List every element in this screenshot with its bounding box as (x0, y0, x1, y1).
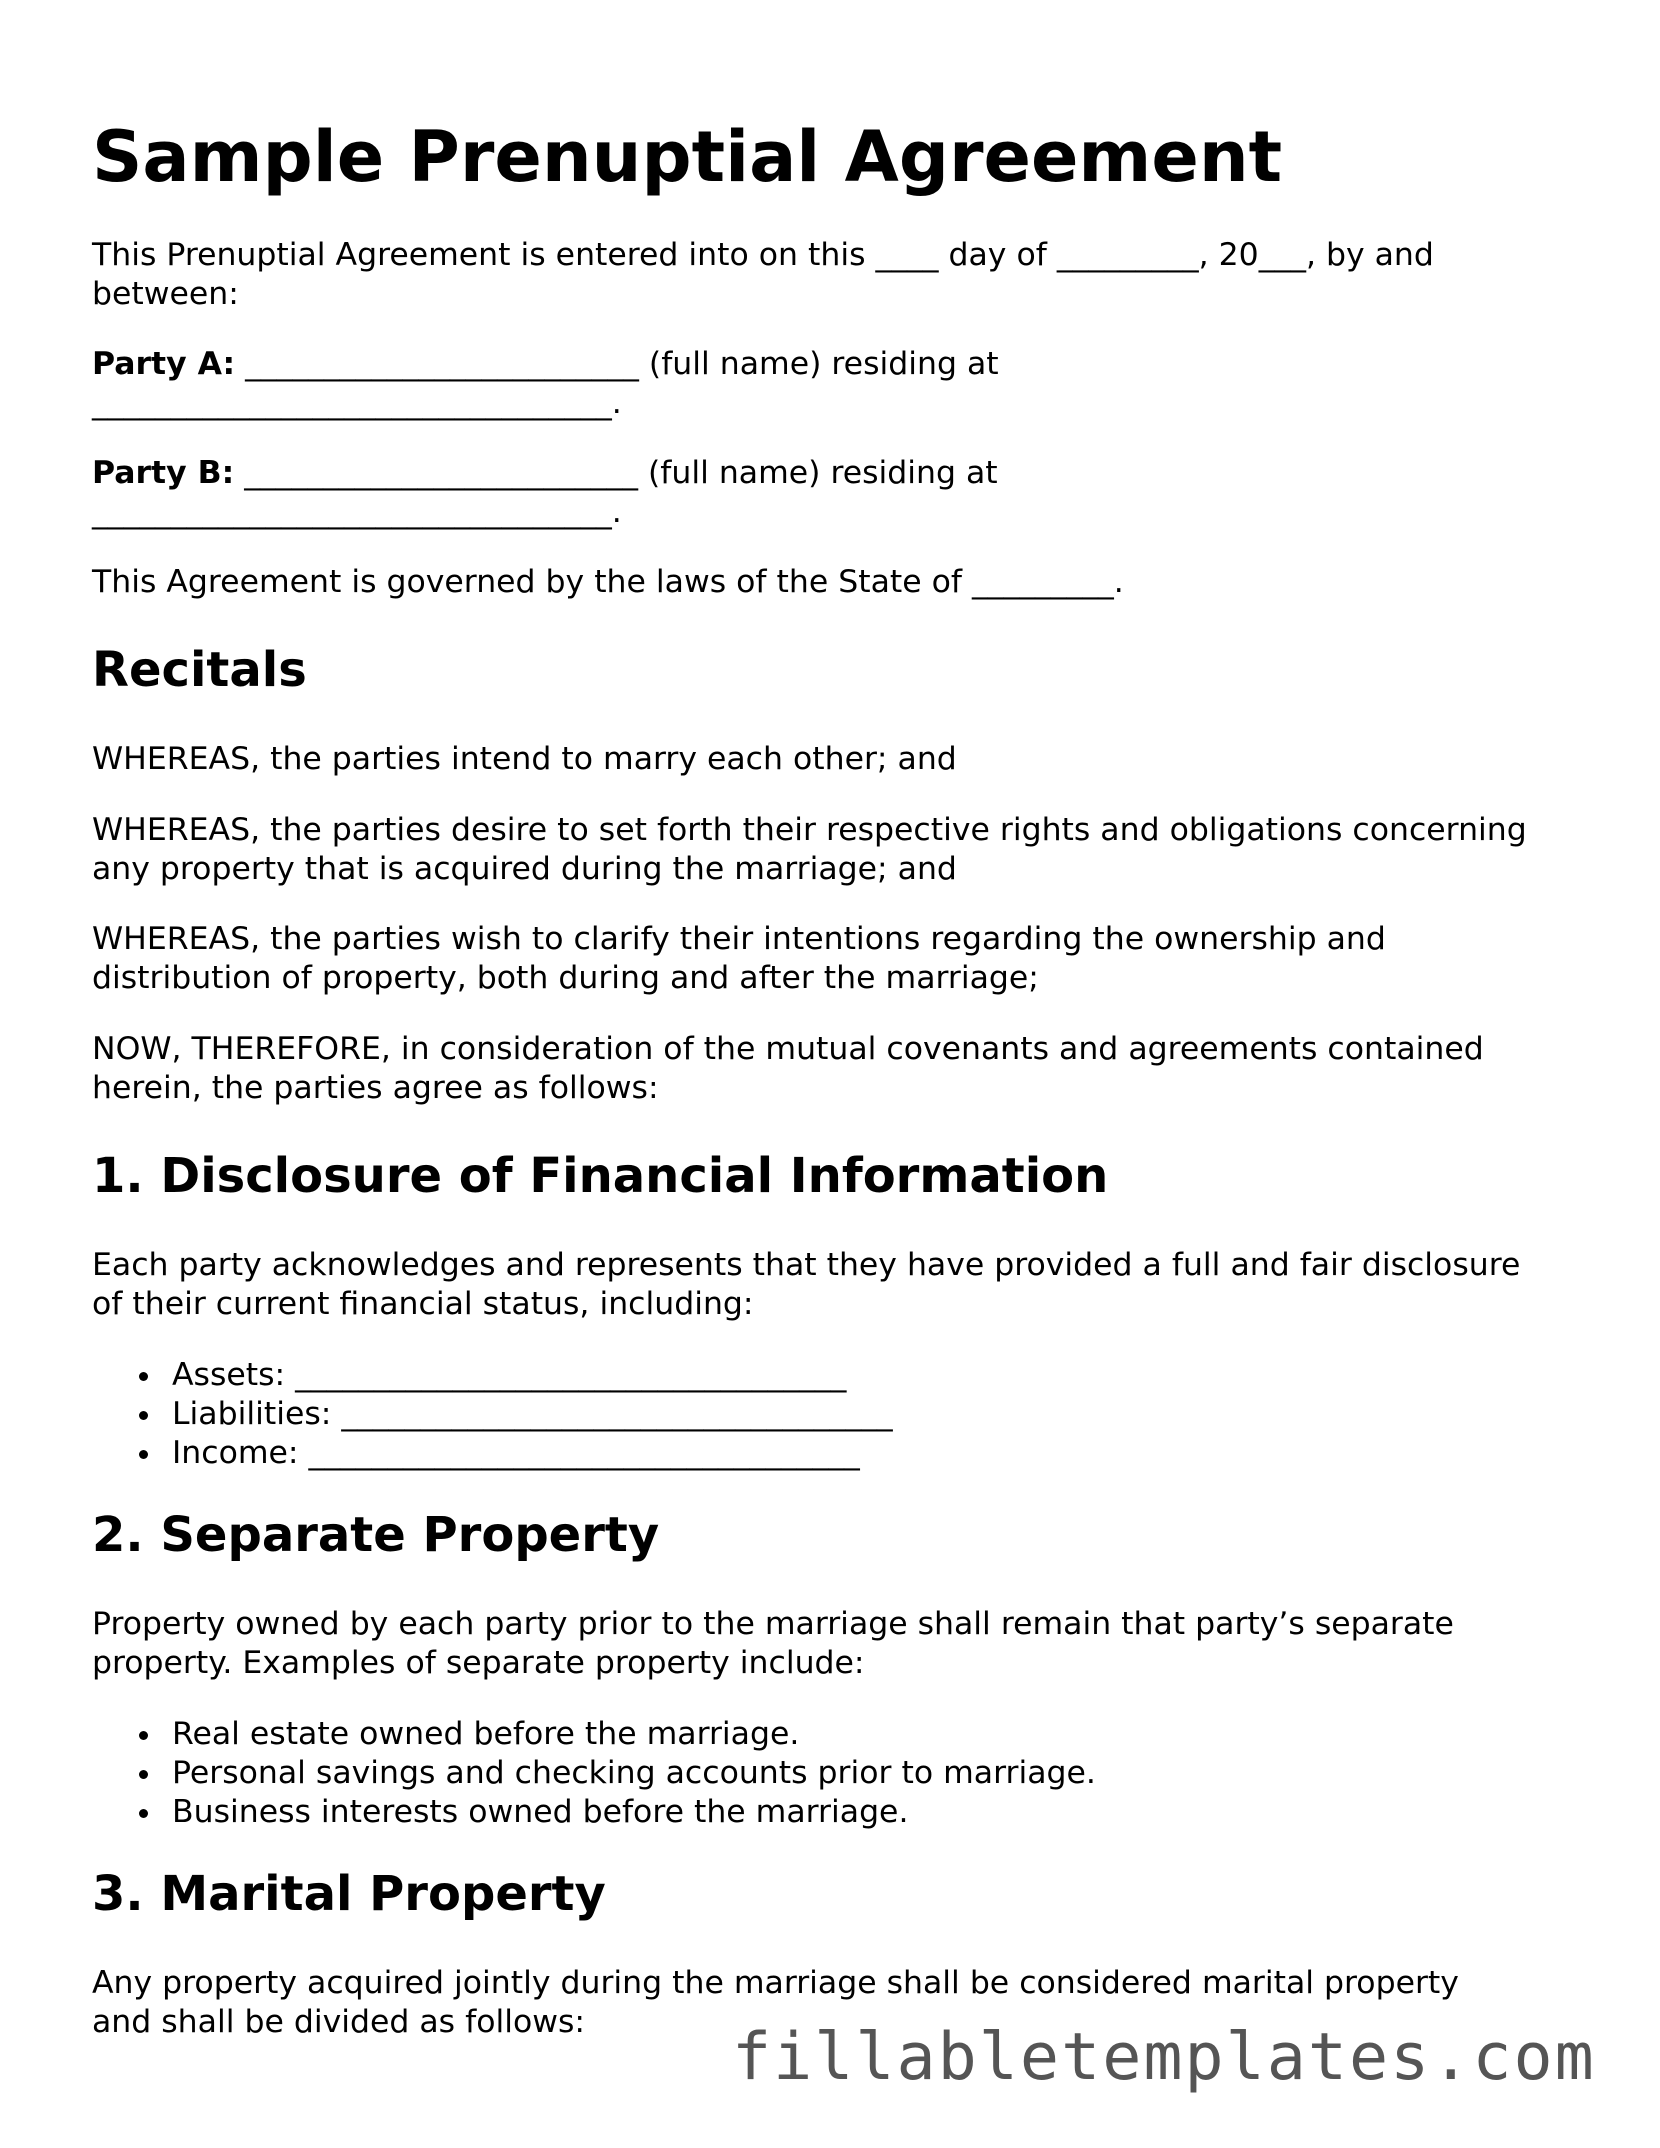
party-a-address-field: _________________________________. (92, 385, 622, 421)
party-b-label: Party B: (92, 455, 235, 491)
section-1-text: Each party acknowledges and represents that they have provided a full and fair disclosure of their current financial status, including: (92, 1247, 1521, 1322)
list-item-liabilities: Liabilities: ___________________________________ (92, 1395, 893, 1434)
party-b-name-field: _________________________ (full name) residing at (234, 455, 998, 491)
watermark: fillabletemplates.com (732, 2020, 1596, 2095)
section-1-heading: 1. Disclosure of Financial Information (92, 1148, 1109, 1204)
list-item: Real estate owned before the marriage. (92, 1715, 1096, 1754)
list-item: Business interests owned before the marriage. (92, 1793, 1096, 1832)
section-3-text: Any property acquired jointly during the marriage shall be considered marital property and shall be divided as follows: (92, 1965, 1459, 2040)
party-a-paragraph (92, 345, 1592, 423)
governing-law-paragraph: This Agreement is governed by the laws of the State of _________. (92, 564, 1124, 600)
list-item-assets: Assets: ___________________________________ (92, 1356, 893, 1395)
section-3-heading: 3. Marital Property (92, 1866, 606, 1922)
recitals-heading: Recitals (92, 642, 307, 698)
intro-line-1: This Prenuptial Agreement is entered into on this ____ day of _________, 20___, by and (92, 237, 1434, 273)
document-title: Sample Prenuptial Agreement (92, 116, 1283, 198)
intro-line-2: between: (92, 276, 239, 312)
intro-paragraph (92, 236, 1592, 314)
party-b-paragraph (92, 454, 1592, 532)
financial-disclosure-list (92, 1356, 893, 1473)
whereas-2: WHEREAS, the parties desire to set forth their respective rights and obligations concerning any property that is acquired during the marriage; and (92, 812, 1527, 887)
party-a-name-field: _________________________ (full name) residing at (235, 346, 999, 382)
party-a-label: Party A: (92, 346, 236, 382)
section-2-text: Property owned by each party prior to the marriage shall remain that party’s separate property. Examples of separate property include: (92, 1606, 1454, 1681)
party-b-address-field: _________________________________. (92, 494, 622, 530)
section-2-heading: 2. Separate Property (92, 1507, 660, 1563)
now-therefore: NOW, THEREFORE, in consideration of the mutual covenants and agreements contained herein, the parties agree as follows: (92, 1031, 1484, 1106)
whereas-1: WHEREAS, the parties intend to marry each other; and (92, 741, 957, 777)
list-item: Personal savings and checking accounts prior to marriage. (92, 1754, 1096, 1793)
whereas-3: WHEREAS, the parties wish to clarify their intentions regarding the ownership and distribution of property, both during and after the marriage; (92, 921, 1386, 996)
separate-property-list (92, 1715, 1096, 1832)
list-item-income: Income: ___________________________________ (92, 1434, 893, 1473)
